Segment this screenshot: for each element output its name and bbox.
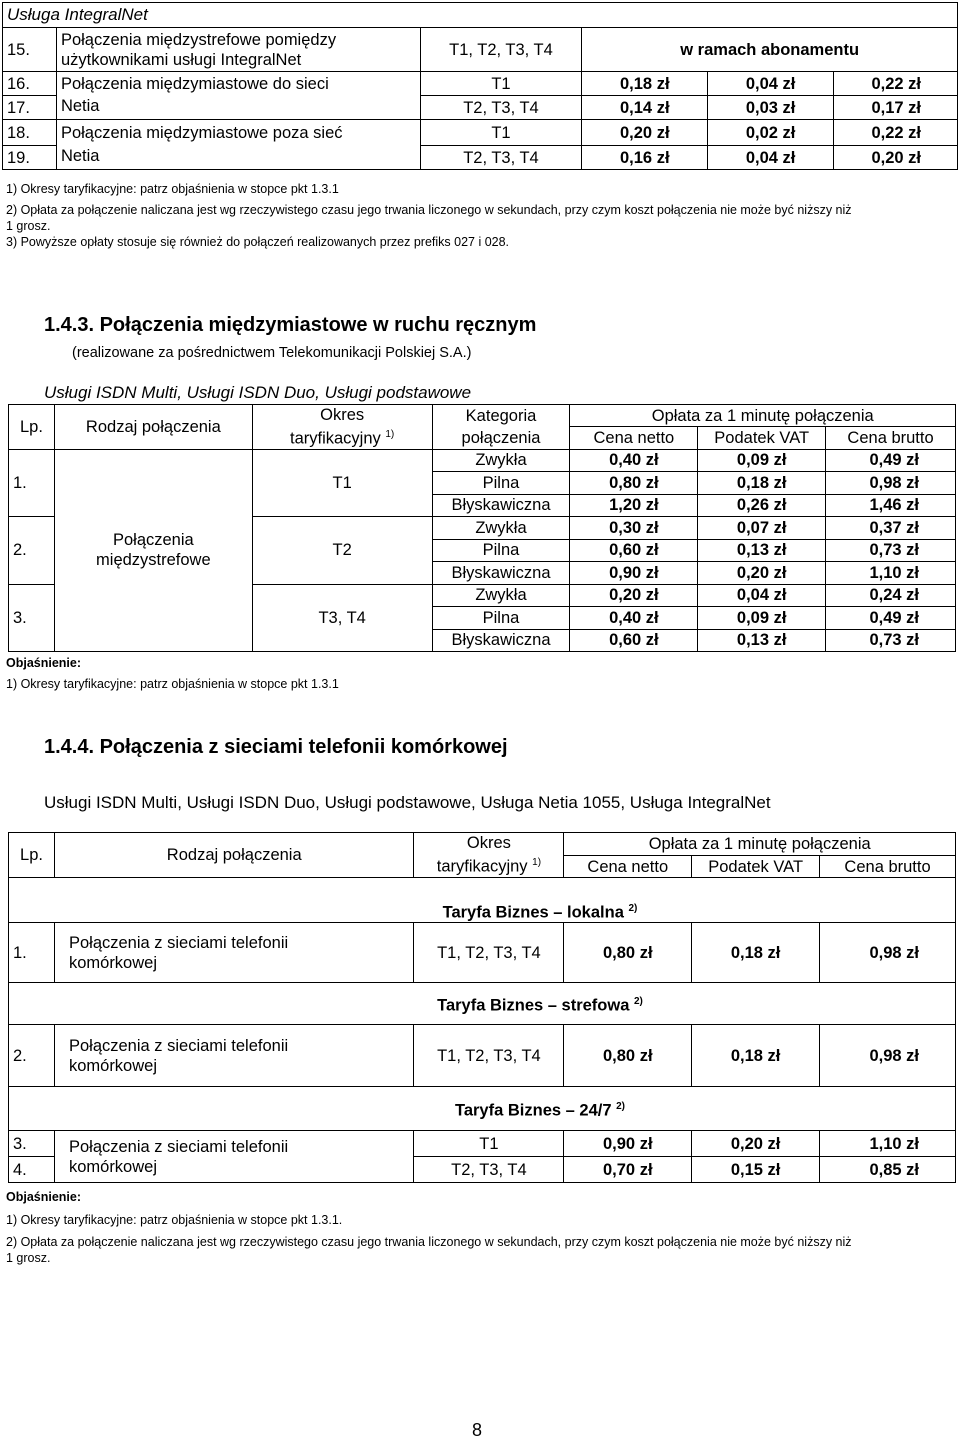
connection-name: Netia — [56, 146, 420, 170]
footnote-ref: 1) — [532, 857, 542, 869]
header-fee: Opłata za 1 minutę połączenia — [564, 833, 956, 856]
header-period-text: taryfikacyjny — [436, 857, 528, 876]
name-line: użytkownikami usługi IntegralNet — [60, 50, 302, 69]
lp-cell: 3. — [9, 1131, 55, 1157]
explanation-label: Objaśnienie: — [6, 656, 82, 670]
brutto-cell: 1,10 zł — [826, 562, 956, 585]
netto-cell: 0,14 zł — [582, 96, 708, 120]
footnote-ref: 2) — [633, 995, 643, 1007]
footnote-3: 3) Powyższe opłaty stosuje się również do połączeń realizowanych przez prefiks 027 i 028. — [6, 235, 510, 249]
header-type: Rodzaj połączenia — [54, 833, 414, 878]
tariff-row — [9, 983, 956, 1025]
footnote-1: 1) Okresy taryfikacyjne: patrz objaśnienia w stopce pkt 1.3.1 — [6, 677, 339, 691]
category-cell: Błyskawiczna — [432, 494, 570, 517]
services-caption: Usługi ISDN Multi, Usługi ISDN Duo, Usługi podstawowe, Usługa Netia 1055, Usługa IntegralNet — [44, 793, 771, 812]
header-period-line: Okres — [320, 406, 365, 424]
period-cell: T1, T2, T3, T4 — [420, 28, 582, 72]
vat-cell: 0,15 zł — [692, 1157, 820, 1183]
connection-name: Połączenia międzymiastowe do sieci — [56, 72, 420, 96]
brutto-cell: 1,10 zł — [820, 1131, 956, 1157]
period-cell: T2, T3, T4 — [420, 146, 582, 170]
header-category-line: połączenia — [432, 427, 570, 449]
netto-cell: 0,18 zł — [582, 72, 708, 96]
lp-cell: 18. — [3, 120, 57, 146]
type-line: komórkowej — [68, 1056, 157, 1075]
vat-cell: 0,04 zł — [708, 146, 834, 170]
lp-cell: 2. — [9, 1025, 55, 1087]
header-period — [252, 405, 432, 450]
page-number: 8 — [472, 1420, 483, 1440]
vat-cell: 0,04 zł — [698, 584, 826, 607]
brutto-cell: 0,73 zł — [826, 539, 956, 562]
connection-type — [54, 923, 414, 983]
header-brutto: Cena brutto — [826, 427, 956, 449]
vat-cell: 0,18 zł — [692, 1025, 820, 1087]
manual-calls-table — [8, 404, 956, 652]
period-cell: T1, T2, T3, T4 — [414, 1025, 564, 1087]
vat-cell: 0,20 zł — [692, 1131, 820, 1157]
header-lp: Lp. — [9, 833, 55, 878]
period-cell: T3, T4 — [252, 584, 432, 652]
connection-name: Połączenia międzymiastowe poza sieć — [56, 120, 420, 146]
footnote-ref: 1) — [385, 429, 395, 440]
header-brutto: Cena brutto — [820, 856, 956, 878]
netto-cell: 0,40 zł — [570, 607, 698, 630]
netto-cell: 0,40 zł — [570, 449, 698, 472]
netto-cell: 0,90 zł — [570, 562, 698, 585]
footnote-line: 2) Opłata za połączenie naliczana jest wg rzeczywistego czasu jego trwania liczonego w sekundach, przy czym koszt połączenia nie może być niższy niż — [6, 1235, 852, 1249]
section-heading-143: 1.4.3. Połączenia międzymiastowe w ruchu ręcznym — [44, 314, 537, 336]
connection-name — [56, 28, 420, 72]
type-line: komórkowej — [68, 1157, 157, 1176]
footnote-1: 1) Okresy taryfikacyjne: patrz objaśnienia w stopce pkt 1.3.1 — [6, 182, 339, 196]
period-cell: T2 — [252, 517, 432, 585]
explanation-label: Objaśnienie: — [6, 1190, 82, 1204]
period-cell: T1 — [414, 1131, 564, 1157]
vat-cell: 0,07 zł — [698, 517, 826, 540]
section-subheading: (realizowane za pośrednictwem Telekomunikacji Polskiej S.A.) — [72, 345, 472, 361]
brutto-cell: 0,49 zł — [826, 607, 956, 630]
netto-cell: 0,30 zł — [570, 517, 698, 540]
footnote-ref: 2) — [628, 902, 638, 914]
section-heading-144: 1.4.4. Połączenia z sieciami telefonii komórkowej — [44, 736, 508, 758]
footnote-2 — [6, 202, 956, 234]
category-cell: Pilna — [432, 539, 570, 562]
brutto-cell: 0,73 zł — [826, 629, 956, 652]
vat-cell: 0,20 zł — [698, 562, 826, 585]
category-cell: Pilna — [432, 472, 570, 495]
vat-cell: 0,13 zł — [698, 539, 826, 562]
type-line: Połączenia z sieciami telefonii — [68, 933, 289, 952]
category-cell: Zwykła — [432, 584, 570, 607]
brutto-cell: 0,49 zł — [826, 449, 956, 472]
vat-cell: 0,18 zł — [692, 923, 820, 983]
vat-cell: 0,04 zł — [708, 72, 834, 96]
category-cell: Błyskawiczna — [432, 562, 570, 585]
header-period-line: Okres — [466, 834, 511, 853]
netto-cell: 0,70 zł — [564, 1157, 692, 1183]
lp-cell: 1. — [9, 449, 55, 517]
brutto-cell: 0,98 zł — [826, 472, 956, 495]
vat-cell: 0,26 zł — [698, 494, 826, 517]
lp-cell: 15. — [3, 28, 57, 72]
vat-cell: 0,09 zł — [698, 607, 826, 630]
brutto-cell: 0,98 zł — [820, 923, 956, 983]
type-line: Połączenia z sieciami telefonii — [68, 1137, 289, 1156]
tariff-name: Taryfa Biznes – 24/7 — [454, 1101, 612, 1120]
vat-cell: 0,13 zł — [698, 629, 826, 652]
netto-cell: 1,20 zł — [570, 494, 698, 517]
connection-type — [54, 1131, 414, 1183]
subscription-value: w ramach abonamentu — [582, 28, 958, 72]
vat-cell: 0,09 zł — [698, 449, 826, 472]
brutto-cell: 0,22 zł — [834, 120, 958, 146]
lp-cell: 1. — [9, 923, 55, 983]
section-title: Usługa IntegralNet — [3, 3, 958, 28]
lp-cell: 3. — [9, 584, 55, 652]
lp-cell: 19. — [3, 146, 57, 170]
netto-cell: 0,60 zł — [570, 539, 698, 562]
brutto-cell: 1,46 zł — [826, 494, 956, 517]
header-type: Rodzaj połączenia — [54, 405, 252, 450]
netto-cell: 0,80 zł — [570, 472, 698, 495]
netto-cell: 0,80 zł — [564, 923, 692, 983]
header-period — [414, 833, 564, 878]
brutto-cell: 0,24 zł — [826, 584, 956, 607]
lp-cell: 17. — [3, 96, 57, 120]
header-category: Kategoria — [432, 405, 570, 427]
connection-name: Netia — [56, 96, 420, 120]
brutto-cell: 0,20 zł — [834, 146, 958, 170]
header-netto: Cena netto — [564, 856, 692, 878]
netto-cell: 0,60 zł — [570, 629, 698, 652]
brutto-cell: 0,22 zł — [834, 72, 958, 96]
footnote-2 — [6, 1234, 956, 1266]
footnote-1: 1) Okresy taryfikacyjne: patrz objaśnienia w stopce pkt 1.3.1. — [6, 1213, 343, 1227]
brutto-cell: 0,17 zł — [834, 96, 958, 120]
connection-type — [54, 1025, 414, 1087]
period-cell: T1 — [420, 72, 582, 96]
vat-cell: 0,02 zł — [708, 120, 834, 146]
name-line: Połączenia międzystrefowe pomiędzy — [60, 30, 337, 49]
netto-cell: 0,16 zł — [582, 146, 708, 170]
tariff-row — [9, 878, 956, 923]
type-line: Połączenia — [112, 531, 194, 550]
footnote-line: 1 grosz. — [6, 219, 51, 233]
lp-cell: 2. — [9, 517, 55, 585]
brutto-cell: 0,85 zł — [820, 1157, 956, 1183]
header-lp: Lp. — [9, 405, 55, 450]
category-cell: Zwykła — [432, 517, 570, 540]
period-cell: T2, T3, T4 — [420, 96, 582, 120]
tariff-row — [9, 1087, 956, 1131]
header-netto: Cena netto — [570, 427, 698, 449]
header-fee: Opłata za 1 minutę połączenia — [570, 405, 956, 427]
footnote-line: 1 grosz. — [6, 1251, 51, 1265]
tariff-name: Taryfa Biznes – lokalna — [442, 903, 624, 921]
integralnet-table — [2, 2, 958, 170]
type-line: międzystrefowe — [96, 551, 211, 570]
footnote-ref: 2) — [616, 1100, 626, 1112]
category-cell: Zwykła — [432, 449, 570, 472]
netto-cell: 0,90 zł — [564, 1131, 692, 1157]
type-line: komórkowej — [68, 953, 157, 972]
header-period-line — [257, 425, 428, 449]
header-vat: Podatek VAT — [698, 427, 826, 449]
brutto-cell: 0,98 zł — [820, 1025, 956, 1087]
footnote-line: 2) Opłata za połączenie naliczana jest wg rzeczywistego czasu jego trwania liczonego w sekundach, przy czym koszt połączenia nie może być niższy niż — [6, 203, 852, 217]
brutto-cell: 0,37 zł — [826, 517, 956, 540]
vat-cell: 0,03 zł — [708, 96, 834, 120]
period-cell: T1 — [420, 120, 582, 146]
mobile-calls-table — [8, 832, 956, 1183]
type-line: Połączenia z sieciami telefonii — [68, 1036, 289, 1055]
vat-cell: 0,18 zł — [698, 472, 826, 495]
netto-cell: 0,80 zł — [564, 1025, 692, 1087]
lp-cell: 4. — [9, 1157, 55, 1183]
period-cell: T1 — [252, 449, 432, 517]
period-cell: T1, T2, T3, T4 — [414, 923, 564, 983]
services-caption: Usługi ISDN Multi, Usługi ISDN Duo, Usługi podstawowe — [44, 383, 472, 402]
netto-cell: 0,20 zł — [582, 120, 708, 146]
period-cell: T2, T3, T4 — [414, 1157, 564, 1183]
category-cell: Pilna — [432, 607, 570, 630]
netto-cell: 0,20 zł — [570, 584, 698, 607]
category-cell: Błyskawiczna — [432, 629, 570, 652]
tariff-name: Taryfa Biznes – strefowa — [437, 996, 630, 1015]
lp-cell: 16. — [3, 72, 57, 96]
header-vat: Podatek VAT — [692, 856, 820, 878]
header-period-line — [418, 853, 559, 877]
connection-type — [54, 449, 252, 652]
header-period-text: taryfikacyjny — [290, 429, 381, 448]
